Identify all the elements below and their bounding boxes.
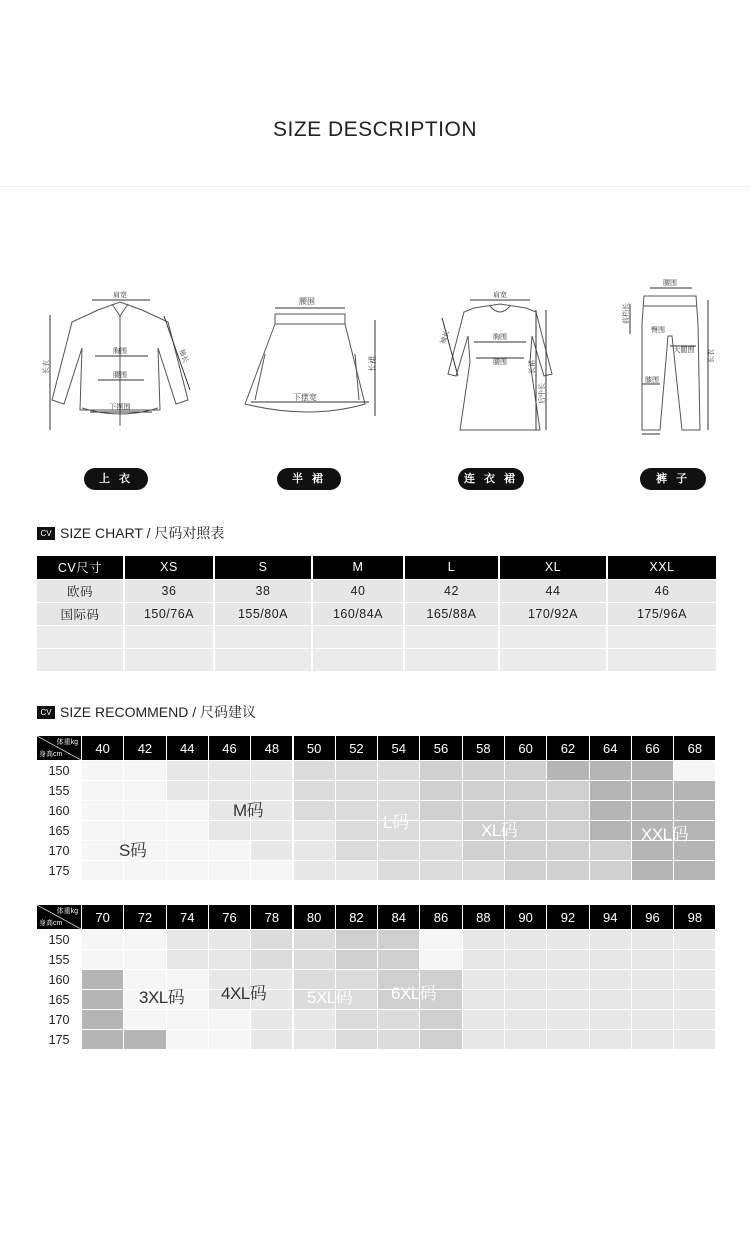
- grid-cell: [167, 1010, 208, 1029]
- height-label: 175: [48, 1033, 70, 1047]
- size-label: L码: [383, 813, 409, 832]
- shirt-chest-label: 胸围: [113, 348, 127, 355]
- grid-cell: [674, 990, 715, 1009]
- size-chart-cell: 36: [124, 579, 214, 602]
- grid-cell: [632, 1030, 673, 1049]
- weight-header-cell: 40: [82, 736, 123, 760]
- table-row: [37, 579, 717, 602]
- grid-cell: [505, 761, 546, 780]
- grid-cell: [463, 990, 504, 1009]
- grid-cell: [294, 930, 335, 949]
- grid-cell: [82, 930, 123, 949]
- grid-cell: [251, 841, 292, 860]
- height-label: 165: [48, 993, 70, 1007]
- size-chart-title-text: SIZE CHART / 尺码对照表: [60, 525, 225, 541]
- grid-cell: [420, 1030, 461, 1049]
- weight-header-cell: 80: [294, 905, 335, 929]
- size-chart-header: XS: [124, 556, 214, 579]
- pants-hip-label: 臀围: [651, 327, 665, 334]
- weight-header-cell: 88: [463, 905, 504, 929]
- grid-cell: [378, 1030, 419, 1049]
- grid-cell: [674, 970, 715, 989]
- corner-height-label: 身高cm: [39, 920, 63, 927]
- size-label: 5XL码: [307, 988, 353, 1007]
- grid-cell: [547, 1030, 588, 1049]
- grid-cell: [505, 861, 546, 880]
- grid-cell: [505, 841, 546, 860]
- grid-cell: [590, 861, 631, 880]
- weight-header-cell: 90: [505, 905, 546, 929]
- grid-cell: [632, 781, 673, 800]
- grid-cell: [251, 930, 292, 949]
- grid-cell: [463, 950, 504, 969]
- grid-cell: [251, 1010, 292, 1029]
- weight-header-cell: 42: [124, 736, 165, 760]
- grid-cell: [82, 821, 123, 840]
- weight-header-cell: 50: [294, 736, 335, 760]
- weight-header-cell: 46: [209, 736, 250, 760]
- weight-header-cell: 52: [336, 736, 377, 760]
- grid-cell: [82, 841, 123, 860]
- grid-cell: [124, 861, 165, 880]
- size-label: 3XL码: [139, 988, 185, 1007]
- grid-cell: [547, 781, 588, 800]
- grid-cell: [82, 990, 123, 1009]
- grid-cell: [251, 821, 292, 840]
- weight-header-cell: 94: [590, 905, 631, 929]
- grid-cell: [251, 861, 292, 880]
- grid-cell: [336, 801, 377, 820]
- grid-cell: [590, 990, 631, 1009]
- grid-cell: [82, 950, 123, 969]
- grid-cell: [505, 1030, 546, 1049]
- grid-cell: [632, 930, 673, 949]
- grid-cell: [547, 950, 588, 969]
- grid-cell: [167, 801, 208, 820]
- grid-cell: [124, 1030, 165, 1049]
- garment-label-dress: 连 衣 裙: [458, 468, 524, 490]
- grid-cell: [463, 841, 504, 860]
- grid-cell: [505, 990, 546, 1009]
- size-chart-cell: 160/84A: [312, 602, 404, 625]
- grid-cell: [336, 821, 377, 840]
- grid-cell: [82, 861, 123, 880]
- shirt-hem-label: 下摆围: [109, 404, 131, 411]
- grid-cell: [632, 990, 673, 1009]
- weight-header-cell: 48: [251, 736, 292, 760]
- grid-cell: [505, 930, 546, 949]
- grid-cell: [336, 761, 377, 780]
- dress-shoulder-label: 肩宽: [493, 292, 507, 299]
- size-chart-header: XL: [499, 556, 607, 579]
- grid-cell: [420, 781, 461, 800]
- size-recommend-title: [37, 703, 256, 721]
- grid-cell: [463, 970, 504, 989]
- size-chart-cell: 42: [404, 579, 499, 602]
- size-chart-cell: 150/76A: [124, 602, 214, 625]
- grid-cell: [251, 1030, 292, 1049]
- grid-cell: [590, 761, 631, 780]
- weight-header-cell: 92: [547, 905, 588, 929]
- grid-cell: [209, 1030, 250, 1049]
- grid-cell: [294, 950, 335, 969]
- grid-cell: [294, 821, 335, 840]
- corner-weight-label: 体重kg: [56, 908, 78, 915]
- grid-cell: [251, 950, 292, 969]
- grid-cell: [167, 930, 208, 949]
- size-chart-header: L: [404, 556, 499, 579]
- pants-diagram: [610, 270, 720, 440]
- shirt-diagram: [40, 270, 200, 440]
- page-title: SIZE DESCRIPTION: [272, 118, 478, 141]
- grid-cell: [505, 1010, 546, 1029]
- grid-cell: [547, 1010, 588, 1029]
- grid-cell: [632, 801, 673, 820]
- grid-cell: [209, 950, 250, 969]
- grid-cell: [82, 970, 123, 989]
- grid-cell: [124, 761, 165, 780]
- grid-cell: [674, 801, 715, 820]
- grid-cell: [167, 761, 208, 780]
- grid-cell: [124, 950, 165, 969]
- grid-cell: [336, 1010, 377, 1029]
- grid-cell: [632, 761, 673, 780]
- dress-diagram: [430, 270, 570, 440]
- size-chart-cell: 155/80A: [214, 602, 312, 625]
- grid-cell: [209, 861, 250, 880]
- grid-cell: [124, 930, 165, 949]
- grid-cell: [420, 861, 461, 880]
- size-label: 4XL码: [221, 984, 267, 1003]
- size-chart-cell: 38: [214, 579, 312, 602]
- garment-label-pants: 裤 子: [640, 468, 706, 490]
- grid-cell: [124, 781, 165, 800]
- grid-cell: [378, 841, 419, 860]
- weight-header-cell: 74: [167, 905, 208, 929]
- grid-cell: [632, 970, 673, 989]
- grid-cell: [167, 841, 208, 860]
- size-chart-cell: 46: [607, 579, 717, 602]
- grid-cell: [167, 950, 208, 969]
- grid-cell: [82, 1010, 123, 1029]
- grid-cell: [547, 761, 588, 780]
- garment-diagrams: [0, 270, 750, 500]
- weight-header-cell: 64: [590, 736, 631, 760]
- weight-header-cell: 68: [674, 736, 715, 760]
- grid-cell: [294, 1010, 335, 1029]
- size-chart-cell: 175/96A: [607, 602, 717, 625]
- size-chart-header: M: [312, 556, 404, 579]
- skirt-waist-label: 腰围: [299, 297, 315, 306]
- grid-cell: [378, 1010, 419, 1029]
- weight-header-cell: 72: [124, 905, 165, 929]
- grid-cell: [167, 821, 208, 840]
- weight-header-cell: 76: [209, 905, 250, 929]
- grid-cell: [590, 841, 631, 860]
- grid-cell: [294, 861, 335, 880]
- dress-back-length-label: 后中长: [539, 383, 546, 404]
- grid-cell: [674, 761, 715, 780]
- size-chart-header: S: [214, 556, 312, 579]
- grid-cell: [378, 781, 419, 800]
- size-chart-cell: 40: [312, 579, 404, 602]
- grid-cell: [463, 930, 504, 949]
- grid-cell: [420, 841, 461, 860]
- corner-cell: [37, 736, 81, 760]
- cv-badge: CV: [37, 706, 55, 719]
- weight-header-cell: 86: [420, 905, 461, 929]
- dress-length-label: 长裙: [529, 360, 536, 374]
- corner-cell: [37, 905, 81, 929]
- grid-cell: [463, 761, 504, 780]
- grid-cell: [674, 861, 715, 880]
- height-label: 155: [48, 784, 70, 798]
- height-label: 170: [48, 1013, 70, 1027]
- grid-cell: [378, 930, 419, 949]
- weight-header-cell: 82: [336, 905, 377, 929]
- grid-cell: [547, 841, 588, 860]
- size-recommend-table-2: [37, 905, 716, 1050]
- weight-header-cell: 66: [632, 736, 673, 760]
- size-chart-cell: 国际码: [37, 602, 124, 625]
- weight-header-cell: 98: [674, 905, 715, 929]
- table-row-empty: [37, 648, 717, 671]
- size-chart-cell: 165/88A: [404, 602, 499, 625]
- grid-cell: [209, 930, 250, 949]
- grid-cell: [547, 821, 588, 840]
- height-label: 150: [48, 933, 70, 947]
- grid-cell: [294, 1030, 335, 1049]
- weight-header-cell: 84: [378, 905, 419, 929]
- grid-cell: [505, 950, 546, 969]
- pants-thigh-label: 大腿围: [673, 347, 695, 354]
- grid-cell: [632, 1010, 673, 1029]
- grid-cell: [632, 950, 673, 969]
- grid-cell: [674, 930, 715, 949]
- grid-cell: [336, 861, 377, 880]
- height-label: 170: [48, 844, 70, 858]
- height-label: 175: [48, 864, 70, 878]
- grid-cell: [505, 970, 546, 989]
- cv-badge: CV: [37, 527, 55, 540]
- grid-cell: [209, 761, 250, 780]
- pants-rise-label: 前档长: [623, 303, 630, 324]
- grid-cell: [209, 841, 250, 860]
- size-chart-cell: 欧码: [37, 579, 124, 602]
- height-label: 150: [48, 764, 70, 778]
- header: [0, 0, 750, 187]
- skirt-length-label: 长裙: [368, 356, 377, 372]
- grid-cell: [167, 1030, 208, 1049]
- grid-cell: [674, 1010, 715, 1029]
- dress-sleeve-label: 袖长: [439, 329, 452, 346]
- size-chart-header-row: [37, 556, 717, 579]
- skirt-hem-label: 下摆宽: [293, 393, 317, 402]
- shirt-waist-label: 腰围: [113, 372, 127, 379]
- dress-chest-label: 胸围: [493, 334, 507, 341]
- grid-cell: [463, 1010, 504, 1029]
- height-label: 160: [48, 804, 70, 818]
- grid-cell: [590, 970, 631, 989]
- grid-cell: [294, 841, 335, 860]
- grid-cell: [336, 1030, 377, 1049]
- grid-cell: [505, 781, 546, 800]
- grid-cell: [294, 801, 335, 820]
- weight-header-cell: 96: [632, 905, 673, 929]
- grid-cell: [547, 990, 588, 1009]
- grid-cell: [336, 841, 377, 860]
- weight-header-cell: 62: [547, 736, 588, 760]
- grid-cell: [294, 781, 335, 800]
- grid-cell: [124, 1010, 165, 1029]
- pants-waist-label: 腰围: [663, 280, 677, 287]
- size-recommend-table-1: [37, 736, 716, 881]
- grid-cell: [420, 1010, 461, 1029]
- grid-cell: [167, 861, 208, 880]
- size-chart-cell: 170/92A: [499, 602, 607, 625]
- skirt-diagram: [235, 270, 395, 440]
- shirt-length-label: 长衣: [43, 360, 50, 374]
- dress-waist-label: 腰围: [493, 359, 507, 366]
- grid-cell: [674, 950, 715, 969]
- shirt-sleeve-label: 袖长: [177, 348, 189, 364]
- grid-cell: [209, 821, 250, 840]
- size-label: XXL码: [641, 825, 689, 844]
- table-row: [37, 602, 717, 625]
- grid-cell: [378, 861, 419, 880]
- weight-header-row: [37, 905, 716, 929]
- grid-cell: [336, 781, 377, 800]
- weight-header-cell: 78: [251, 905, 292, 929]
- grid-cell: [463, 1030, 504, 1049]
- weight-header-cell: 44: [167, 736, 208, 760]
- grid-cell: [632, 861, 673, 880]
- weight-header-cell: 54: [378, 736, 419, 760]
- grid-cell: [547, 970, 588, 989]
- grid-cell: [82, 801, 123, 820]
- grid-cell: [420, 930, 461, 949]
- grid-cell: [590, 930, 631, 949]
- grid-cell: [167, 781, 208, 800]
- garment-label-skirt: 半 裙: [277, 468, 341, 490]
- garment-label-top: 上 衣: [84, 468, 148, 490]
- grid-cell: [378, 950, 419, 969]
- weight-header-cell: 56: [420, 736, 461, 760]
- weight-header-cell: 70: [82, 905, 123, 929]
- grid-cell: [82, 1030, 123, 1049]
- grid-cell: [294, 761, 335, 780]
- grid-cell: [82, 761, 123, 780]
- size-chart-header: XXL: [607, 556, 717, 579]
- grid-cell: [590, 950, 631, 969]
- grid-cell: [336, 930, 377, 949]
- grid-cell: [590, 781, 631, 800]
- weight-header-cell: 60: [505, 736, 546, 760]
- size-chart-header: CV尺寸: [37, 556, 124, 579]
- grid-cell: [547, 930, 588, 949]
- grid-cell: [674, 1030, 715, 1049]
- pants-length-label: 长衣: [708, 349, 715, 363]
- grid-cell: [674, 781, 715, 800]
- grid-cell: [590, 1010, 631, 1029]
- size-chart-cell: 44: [499, 579, 607, 602]
- grid-cell: [209, 1010, 250, 1029]
- grid-cell: [82, 781, 123, 800]
- table-row-empty: [37, 625, 717, 648]
- size-label: S码: [119, 841, 147, 860]
- size-chart-title: [37, 524, 224, 542]
- corner-weight-label: 体重kg: [56, 739, 78, 746]
- weight-header-cell: 58: [463, 736, 504, 760]
- height-label: 160: [48, 973, 70, 987]
- grid-cell: [463, 861, 504, 880]
- size-recommend-title-text: SIZE RECOMMEND / 尺码建议: [60, 704, 257, 720]
- grid-cell: [420, 801, 461, 820]
- grid-cell: [590, 1030, 631, 1049]
- grid-cell: [590, 801, 631, 820]
- grid-cell: [124, 801, 165, 820]
- grid-cell: [420, 950, 461, 969]
- grid-cell: [547, 861, 588, 880]
- size-label: XL码: [481, 821, 518, 840]
- height-label: 165: [48, 824, 70, 838]
- grid-cell: [378, 761, 419, 780]
- size-label: M码: [233, 801, 264, 820]
- grid-cell: [251, 761, 292, 780]
- pants-knee-label: 膝围: [645, 377, 659, 384]
- corner-height-label: 身高cm: [39, 751, 63, 758]
- height-label: 155: [48, 953, 70, 967]
- weight-header-row: [37, 736, 716, 760]
- grid-cell: [590, 821, 631, 840]
- size-label: 6XL码: [391, 984, 437, 1003]
- size-chart-table: [37, 556, 718, 672]
- shirt-shoulder-label: 肩宽: [113, 292, 127, 299]
- grid-cell: [547, 801, 588, 820]
- grid-cell: [420, 761, 461, 780]
- grid-cell: [463, 781, 504, 800]
- grid-cell: [336, 950, 377, 969]
- grid-cell: [420, 821, 461, 840]
